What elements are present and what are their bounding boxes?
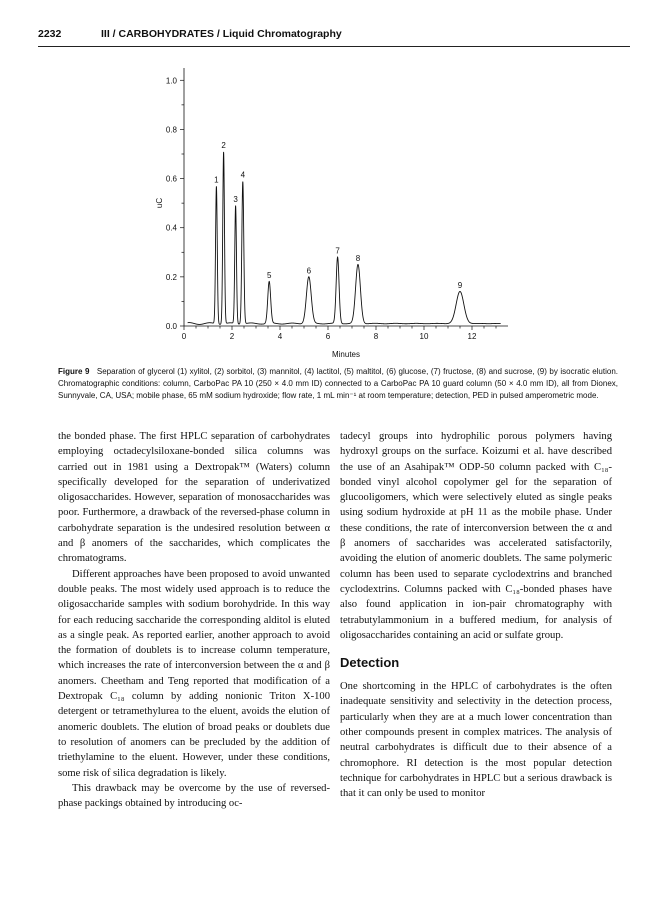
left-column bbox=[58, 429, 330, 811]
x-tick-label: 6 bbox=[325, 332, 331, 341]
x-tick-label: 0 bbox=[181, 332, 187, 341]
running-head-title: III / CARBOHYDRATES / Liquid Chromatography bbox=[101, 28, 342, 40]
page-number: 2232 bbox=[38, 28, 62, 40]
y-tick-label: 0.6 bbox=[165, 174, 177, 184]
y-tick-label: 0.2 bbox=[165, 272, 177, 282]
figure-label: Figure 9 bbox=[58, 367, 90, 376]
y-axis-label: uC bbox=[155, 197, 164, 209]
figure-caption bbox=[58, 366, 618, 403]
right-column bbox=[340, 429, 612, 802]
y-tick-label: 0.0 bbox=[165, 322, 177, 331]
peak-label: 3 bbox=[233, 195, 238, 205]
x-tick-label: 8 bbox=[373, 332, 379, 341]
paragraph: This drawback may be overcome by the use of reversed-phase packings obtained by introducing oc- bbox=[58, 782, 330, 810]
section-heading: Detection bbox=[340, 655, 400, 671]
paragraph: tadecyl groups into hydrophilic porous polymers having hydroxyl groups on the surface. Koizumi et al. have described the use of an Asahipak™ ODP-50 column packed with C₁₈-bonded vinyl alcohol copolymer gel for the separation of glucooligomers, which were selectively eluted as single peaks using sodium hydroxide at pH 11 as the mobile phase. Under these conditions, the rate of interconversion between the α and β anomers of saccharides was accelerated satisfactorily, avoiding the elution of anomeric doublets. The same polymeric column has been used to separate cyclodextrins and branched cyclodextrins. Columns packed with C₁₈-bonded phases have also found application in ion-pair chromatography with tetrabutylammonium in a buffered medium, for analysis of oligosaccharides containing an acid or sulfate group. bbox=[340, 431, 612, 641]
peak-label: 7 bbox=[335, 246, 340, 256]
paragraph: One shortcoming in the HPLC of carbohydrates is the often inadequate sensitivity and selectivity in the detection process, particularly when they are at a much lower concentration than other compounds present in complex matrices. The analysis of neutral carbohydrates is difficult due to their absence of a chromophore. RI detection is the most popular detection technique for carbohydrates in HPLC but a serious drawback is that it can only be used to monitor bbox=[340, 681, 612, 800]
peak-label: 6 bbox=[306, 266, 312, 276]
y-tick-label: 0.4 bbox=[165, 223, 177, 233]
peak-label: 8 bbox=[355, 254, 361, 264]
peak-label: 4 bbox=[240, 170, 246, 180]
x-tick-label: 4 bbox=[277, 332, 283, 341]
chromatogram-chart bbox=[140, 58, 540, 363]
x-tick-label: 2 bbox=[229, 332, 235, 341]
x-tick-label: 10 bbox=[419, 332, 429, 341]
paragraph: Different approaches have been proposed to avoid unwanted double peaks. The most widely used approach is to reduce the oligosaccharide samples with sodium borohydride. In this way for each reducing saccharide the corresponding alditol is eluted as a single peak. As reported earlier, another approach to avoid the formation of doublets is to increase column temperature, which increases the rate of interconversion between the α and β anomers. Cheetham and Teng reported that modification of a Dextropak C₁₈ column by adding nonionic Triton X-100 detergent or tetramethylurea to the eluent, avoids the elution of anomeric doublets. The elution of broad peaks or doublets due to resolution of anomers can be precluded by the addition of triethylamine to the eluent. However, under these conditions, some risk of silica degradation is likely. bbox=[58, 568, 330, 779]
peak-label: 2 bbox=[221, 141, 226, 150]
header-rule bbox=[38, 46, 630, 47]
y-tick-label: 0.8 bbox=[165, 125, 177, 135]
y-tick-label: 1.0 bbox=[165, 76, 177, 86]
chromatogram-trace bbox=[188, 152, 501, 325]
running-header bbox=[38, 28, 630, 46]
x-tick-label: 12 bbox=[467, 332, 477, 341]
x-axis-label: Minutes bbox=[331, 350, 361, 359]
peak-label: 9 bbox=[457, 281, 463, 291]
peak-label: 5 bbox=[266, 271, 272, 281]
figure-caption-text: Separation of glycerol (1) xylitol, (2) sorbitol, (3) mannitol, (4) lactitol, (5) maltitol, (6) glucose, (7) fructose, (8) and sucrose, (9) by isocratic elution. Chromatographic conditions: column, CarboPac PA 10 (250 × 4.0 mm ID) connected to a CarboPac PA 10 guard column (50 × 4.0 mm ID), all from Dionex, Sunnyvale, CA, USA; mobile phase, 65 mM sodium hydroxide; flow rate, 1 mL min⁻¹ at room temperature; detection, PED in pulsed amperometric mode. bbox=[58, 367, 618, 401]
paragraph: the bonded phase. The first HPLC separation of carbohydrates employing octadecylsiloxane-bonded silica columns was carried out in 1981 using a Dextropak™ (Waters) column specifically developed for the separation of underivatized oligosaccharides. However, separation of monosaccharides was poor. Furthermore, a drawback of the reversed-phase column in carbohydrate separation is the undesired resolution between α and β anomers of the saccharides, which complicates the chromatograms. bbox=[58, 431, 330, 565]
chart-trace bbox=[188, 152, 501, 325]
peak-label: 1 bbox=[214, 175, 219, 185]
chart-ticks bbox=[166, 76, 496, 341]
